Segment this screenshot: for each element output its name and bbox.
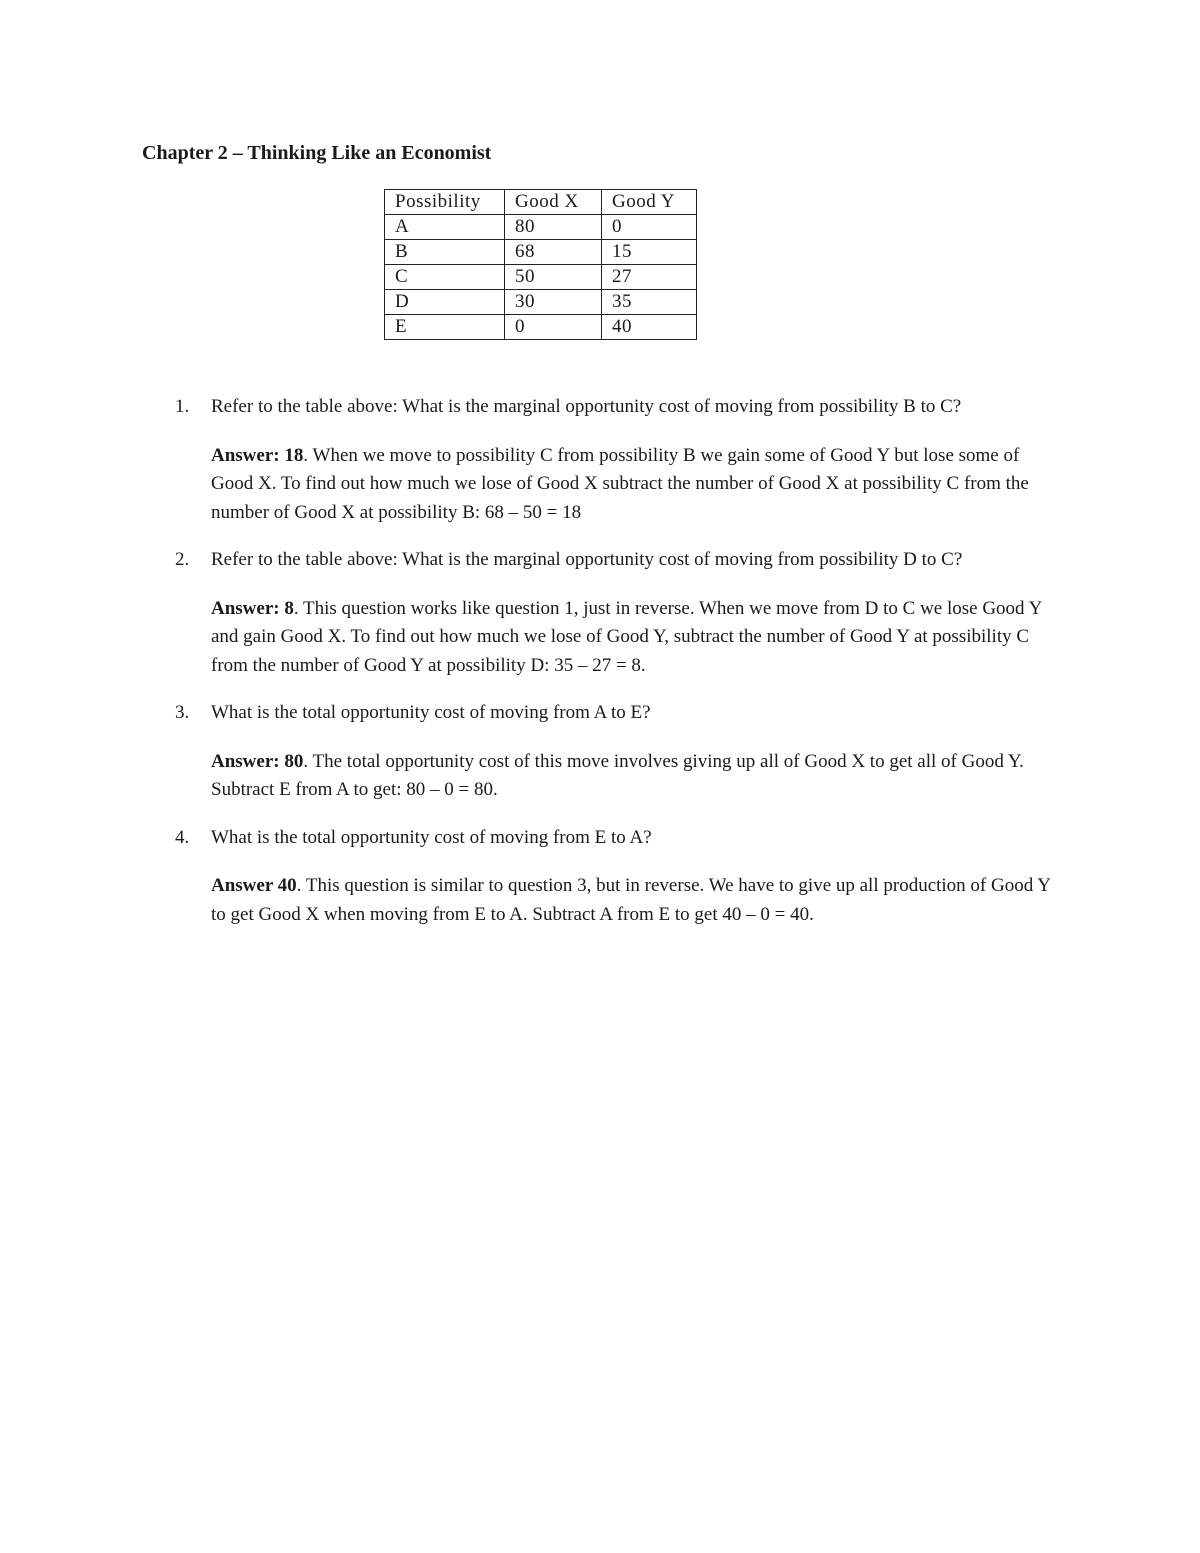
- answer-paragraph: [211, 595, 1060, 681]
- production-possibilities-table: [384, 189, 697, 340]
- answer-label: Answer: 80: [211, 750, 304, 772]
- table-cell: 27: [602, 265, 697, 290]
- table-header-row: [385, 190, 697, 215]
- table-cell: C: [385, 265, 505, 290]
- table-cell: 50: [505, 265, 602, 290]
- page-title: Chapter 2 – Thinking Like an Economist: [142, 142, 492, 164]
- table-cell: B: [385, 240, 505, 265]
- table-row: [385, 240, 697, 265]
- answer-label: Answer 40: [211, 875, 297, 896]
- table-cell: 0: [505, 315, 602, 340]
- answer-label: Answer: 8: [211, 597, 294, 619]
- table-header-cell: Good Y: [602, 190, 697, 215]
- table-row: [385, 290, 697, 315]
- table-row: [385, 265, 697, 290]
- table-cell: 15: [602, 240, 697, 265]
- question-list: [175, 393, 1060, 948]
- question-number: 1.: [175, 396, 190, 417]
- table-cell: 0: [602, 215, 697, 240]
- table-cell: 35: [602, 290, 697, 315]
- answer-paragraph: [211, 442, 1060, 528]
- answer-text: . This question is similar to question 3, but in reverse. We have to give up all production of Good Y to get Good X when moving from E to A. Subtract A from E to get 40 – 0 = 40.: [211, 875, 1051, 925]
- question-number: 3.: [175, 702, 190, 723]
- question-item: [175, 824, 1060, 930]
- table-row: [385, 215, 697, 240]
- question-item: [175, 393, 1060, 527]
- table-cell: A: [385, 215, 505, 240]
- table-row: [385, 315, 697, 340]
- answer-paragraph: [211, 748, 1060, 805]
- question-text: What is the total opportunity cost of moving from E to A?: [211, 826, 652, 848]
- question-text: What is the total opportunity cost of moving from A to E?: [211, 702, 651, 723]
- answer-text: . The total opportunity cost of this move involves giving up all of Good X to get all of Good Y. Subtract E from A to get: 80 – 0 = 80.: [211, 750, 1024, 800]
- answer-text: . When we move to possibility C from possibility B we gain some of Good Y but lose some of Good X. To find out how much we lose of Good X subtract the number of Good X at possibility C from the number of Good X at possibility B: 68 – 50 = 18: [211, 444, 1029, 523]
- answer-text: . This question works like question 1, just in reverse. When we move from D to C we lose Good Y and gain Good X. To find out how much we lose of Good Y, subtract the number of Good Y at possibility C from the number of Good Y at possibility D: 35 – 27 = 8.: [211, 597, 1042, 676]
- table-cell: 40: [602, 315, 697, 340]
- answer-label: Answer: 18: [211, 444, 304, 466]
- question-text: Refer to the table above: What is the marginal opportunity cost of moving from possibility D to C?: [211, 549, 963, 570]
- question-text: Refer to the table above: What is the marginal opportunity cost of moving from possibility B to C?: [211, 396, 962, 417]
- question-item: [175, 546, 1060, 680]
- table-cell: D: [385, 290, 505, 315]
- table-header-cell: Possibility: [385, 190, 505, 215]
- table-cell: 80: [505, 215, 602, 240]
- table-cell: 30: [505, 290, 602, 315]
- question-number: 4.: [175, 826, 190, 848]
- question-number: 2.: [175, 549, 190, 570]
- answer-paragraph: [211, 872, 1060, 929]
- table-header-cell: Good X: [505, 190, 602, 215]
- question-item: [175, 699, 1060, 805]
- table-cell: 68: [505, 240, 602, 265]
- table-cell: E: [385, 315, 505, 340]
